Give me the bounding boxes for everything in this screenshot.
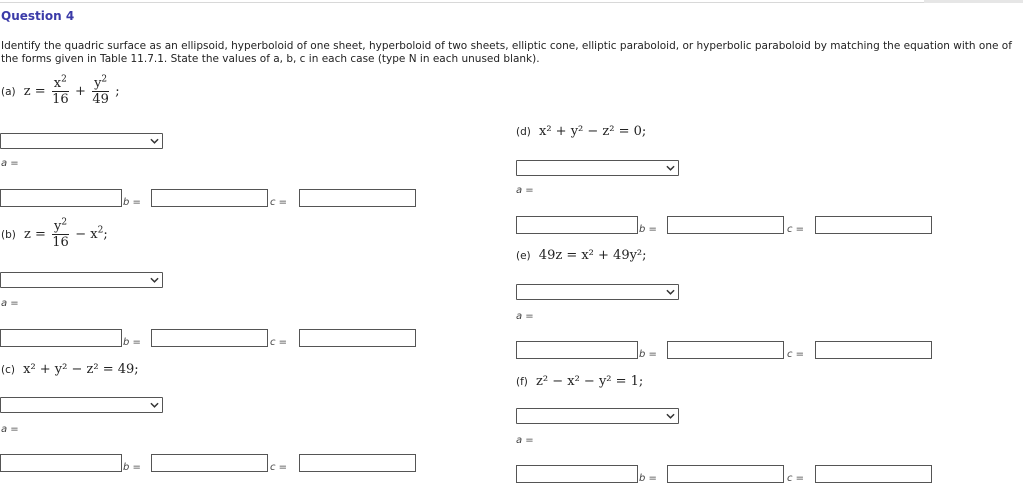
input-c-a[interactable] (0, 454, 122, 472)
input-e-a[interactable] (516, 341, 638, 359)
input-a-c[interactable] (299, 189, 416, 207)
label-c-b: b = (123, 462, 141, 473)
label-a-c: c = (270, 197, 288, 208)
input-f-b[interactable] (667, 465, 784, 483)
top-divider (0, 2, 1023, 3)
label-f-c: c = (787, 473, 805, 484)
chevron-down-icon (150, 135, 159, 147)
equation-d: (d) x² + y² − z² = 0; (516, 124, 647, 139)
input-b-b[interactable] (151, 329, 268, 347)
label-b-c: c = (270, 337, 288, 348)
input-e-c[interactable] (815, 341, 932, 359)
question-prompt: Identify the quadric surface as an ellipsoid, hyperboloid of one sheet, hyperboloid of two sheets, elliptic cone, elliptic paraboloid, or hyperbolic paraboloid by matching the equation with one of the forms given in Table 11.7.1. State the values of a, b, c in each case (type N in each unused blank). (1, 40, 1012, 65)
label-a-b: b = (123, 197, 141, 208)
chevron-down-icon (150, 274, 159, 286)
equation-e: (e) 49z = x² + 49y²; (516, 248, 647, 263)
input-a-b[interactable] (151, 189, 268, 207)
label-b-b: b = (123, 337, 141, 348)
label-a-a: a = (1, 158, 19, 169)
input-f-a[interactable] (516, 465, 638, 483)
input-c-c[interactable] (299, 454, 416, 472)
chevron-down-icon (666, 410, 675, 422)
equation-f: (f) z² − x² − y² = 1; (516, 374, 644, 389)
fraction-y2-49: $\frac{y^2}{49}$ (92, 74, 109, 107)
label-b-a: a = (1, 298, 19, 309)
input-a-a[interactable] (0, 189, 122, 207)
equation-b: (b) z = $\frac{y^2}{16}$ − $x^2$; (1, 217, 108, 250)
input-b-a[interactable] (0, 329, 122, 347)
equation-a: (a) z = $\frac{x^2}{16}$ + $\frac{y^2}{49}$ ; (1, 74, 120, 107)
input-d-a[interactable] (516, 216, 638, 234)
surface-select-c[interactable] (0, 397, 163, 413)
label-d-b: b = (639, 224, 657, 235)
fraction-y2-16: $\frac{y^2}{16}$ (52, 217, 69, 250)
label-e-a: a = (516, 311, 534, 322)
surface-select-e[interactable] (516, 284, 679, 300)
input-d-b[interactable] (667, 216, 784, 234)
label-d-c: c = (787, 224, 805, 235)
question-title: Question 4 (1, 9, 75, 23)
surface-select-b[interactable] (0, 272, 163, 288)
surface-select-f[interactable] (516, 408, 679, 424)
surface-select-d[interactable] (516, 160, 679, 176)
top-bar-segment (924, 0, 1023, 3)
input-e-b[interactable] (667, 341, 784, 359)
chevron-down-icon (150, 399, 159, 411)
fraction-x2-16: $\frac{x^2}{16}$ (52, 74, 69, 107)
input-c-b[interactable] (151, 454, 268, 472)
equation-c: (c) x² + y² − z² = 49; (1, 362, 139, 377)
label-f-b: b = (639, 473, 657, 484)
chevron-down-icon (666, 286, 675, 298)
label-e-c: c = (787, 349, 805, 360)
label-d-a: a = (516, 185, 534, 196)
input-b-c[interactable] (299, 329, 416, 347)
label-c-c: c = (270, 462, 288, 473)
surface-select-a[interactable] (0, 133, 163, 149)
input-d-c[interactable] (815, 216, 932, 234)
input-f-c[interactable] (815, 465, 932, 483)
label-c-a: a = (1, 424, 19, 435)
chevron-down-icon (666, 162, 675, 174)
label-f-a: a = (516, 435, 534, 446)
label-e-b: b = (639, 349, 657, 360)
